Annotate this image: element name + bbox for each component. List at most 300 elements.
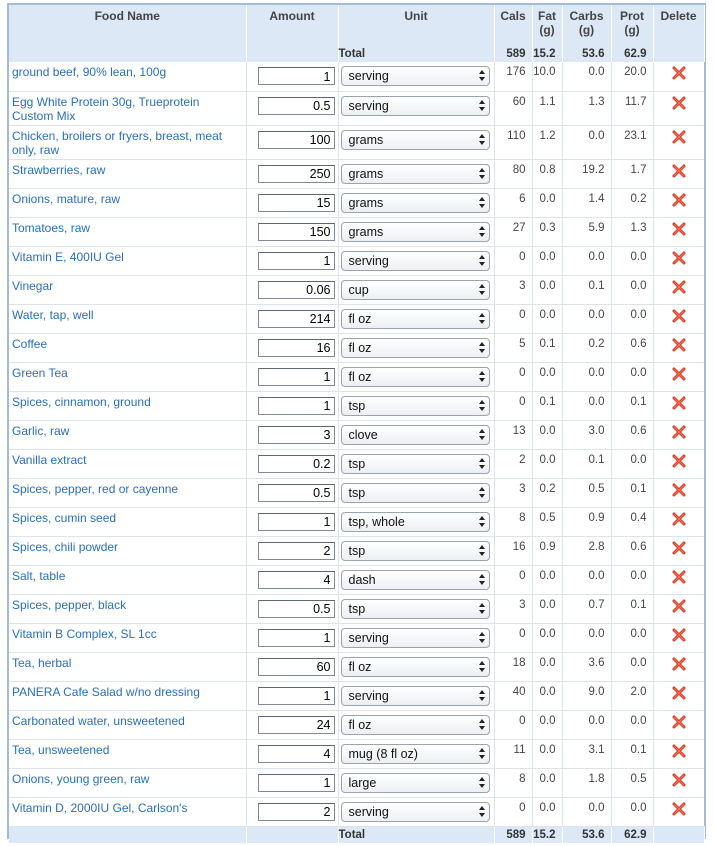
unit-select[interactable] xyxy=(341,396,490,416)
fat-value: 0.0 xyxy=(532,710,562,739)
select-arrows-icon xyxy=(479,632,485,644)
amount-input[interactable] xyxy=(258,165,335,183)
delete-x-icon[interactable] xyxy=(671,424,687,440)
prot-value: 0.4 xyxy=(611,507,653,536)
food-name-link[interactable]: Spices, pepper, red or cayenne xyxy=(9,478,246,507)
cals-value: 110 xyxy=(494,125,532,159)
delete-x-icon[interactable] xyxy=(671,65,687,81)
select-arrows-icon xyxy=(479,661,485,673)
delete-x-icon[interactable] xyxy=(671,482,687,498)
table-row xyxy=(9,420,704,449)
amount-input[interactable] xyxy=(258,658,335,676)
food-name-link[interactable]: PANERA Cafe Salad w/no dressing xyxy=(9,681,246,710)
carbs-value: 0.0 xyxy=(562,391,611,420)
fat-value: 0.0 xyxy=(532,362,562,391)
fat-value: 0.0 xyxy=(532,449,562,478)
prot-value: 0.0 xyxy=(611,652,653,681)
amount-input[interactable] xyxy=(258,339,335,357)
fat-value: 0.0 xyxy=(532,681,562,710)
table-row xyxy=(9,594,704,623)
total-carbs: 53.6 xyxy=(562,826,611,843)
delete-x-icon[interactable] xyxy=(671,685,687,701)
food-name-link[interactable]: Salt, table xyxy=(9,565,246,594)
unit-select-value: serving xyxy=(348,688,389,703)
table-row xyxy=(9,217,704,246)
delete-x-icon[interactable] xyxy=(671,279,687,295)
amount-input[interactable] xyxy=(258,571,335,589)
unit-select[interactable] xyxy=(341,802,490,822)
total-fat: 15.2 xyxy=(532,46,562,62)
food-name-link[interactable]: Vitamin B Complex, SL 1cc xyxy=(9,623,246,652)
carbs-value: 0.0 xyxy=(562,362,611,391)
table-row xyxy=(9,125,704,159)
carbs-value: 0.7 xyxy=(562,594,611,623)
unit-select-value: serving xyxy=(348,804,389,819)
unit-select-value: grams xyxy=(348,132,384,147)
table-row xyxy=(9,507,704,536)
fat-value: 0.0 xyxy=(532,768,562,797)
unit-select-value: tsp xyxy=(348,485,366,500)
unit-select[interactable] xyxy=(341,599,490,619)
total-label: Total xyxy=(338,46,494,62)
select-arrows-icon xyxy=(479,400,485,412)
table-row xyxy=(9,275,704,304)
cals-value: 0 xyxy=(494,565,532,594)
food-table xyxy=(9,5,705,843)
prot-value: 1.3 xyxy=(611,217,653,246)
cals-value: 0 xyxy=(494,797,532,826)
prot-value: 0.0 xyxy=(611,275,653,304)
amount-input[interactable] xyxy=(258,194,335,212)
fat-value: 0.0 xyxy=(532,246,562,275)
amount-input[interactable] xyxy=(258,455,335,473)
unit-select-value: cup xyxy=(348,282,369,297)
fat-value: 10.0 xyxy=(532,62,562,91)
delete-x-icon[interactable] xyxy=(671,366,687,382)
cals-value: 3 xyxy=(494,478,532,507)
fat-value: 0.0 xyxy=(532,739,562,768)
select-arrows-icon xyxy=(479,371,485,383)
select-arrows-icon xyxy=(479,342,485,354)
fat-value: 0.0 xyxy=(532,623,562,652)
unit-select-value: mug (8 fl oz) xyxy=(348,746,418,761)
cals-value: 0 xyxy=(494,710,532,739)
amount-input[interactable] xyxy=(258,803,335,821)
select-arrows-icon xyxy=(479,226,485,238)
food-name-link[interactable]: Vinegar xyxy=(9,275,246,304)
food-name-link[interactable]: Onions, mature, raw xyxy=(9,188,246,217)
table-row xyxy=(9,362,704,391)
unit-select[interactable] xyxy=(341,657,490,677)
delete-x-icon[interactable] xyxy=(671,540,687,556)
unit-select-value: grams xyxy=(348,195,384,210)
food-log-panel xyxy=(7,3,706,839)
amount-input[interactable] xyxy=(258,67,335,85)
amount-input[interactable] xyxy=(258,310,335,328)
table-row xyxy=(9,797,704,826)
select-arrows-icon xyxy=(479,458,485,470)
cals-value: 5 xyxy=(494,333,532,362)
amount-input[interactable] xyxy=(258,368,335,386)
cals-value: 2 xyxy=(494,449,532,478)
total-prot: 62.9 xyxy=(611,46,653,62)
fat-value: 0.8 xyxy=(532,159,562,188)
table-row xyxy=(9,159,704,188)
cals-value: 40 xyxy=(494,681,532,710)
fat-value: 0.0 xyxy=(532,565,562,594)
select-arrows-icon xyxy=(479,284,485,296)
food-name-link[interactable]: Tea, unsweetened xyxy=(9,739,246,768)
food-name-link[interactable]: Green Tea xyxy=(9,362,246,391)
amount-input[interactable] xyxy=(258,513,335,531)
delete-x-icon[interactable] xyxy=(671,598,687,614)
select-arrows-icon xyxy=(479,545,485,557)
carbs-value: 0.9 xyxy=(562,507,611,536)
total-carbs: 53.6 xyxy=(562,46,611,62)
carbs-value: 5.9 xyxy=(562,217,611,246)
amount-input[interactable] xyxy=(258,629,335,647)
table-row xyxy=(9,478,704,507)
carbs-value: 0.0 xyxy=(562,246,611,275)
prot-value: 23.1 xyxy=(611,125,653,159)
fat-value: 1.1 xyxy=(532,91,562,125)
food-name-link[interactable]: Spices, cumin seed xyxy=(9,507,246,536)
food-name-link[interactable]: Spices, cinnamon, ground xyxy=(9,391,246,420)
food-name-link[interactable]: Vitamin E, 400IU Gel xyxy=(9,246,246,275)
unit-select[interactable] xyxy=(341,570,490,590)
carbs-value: 1.4 xyxy=(562,188,611,217)
unit-select[interactable] xyxy=(341,773,490,793)
delete-x-icon[interactable] xyxy=(671,337,687,353)
table-row xyxy=(9,246,704,275)
carbs-value: 0.2 xyxy=(562,333,611,362)
header-delete: Delete xyxy=(653,5,704,46)
carbs-value: 19.2 xyxy=(562,159,611,188)
prot-value: 0.0 xyxy=(611,565,653,594)
amount-input[interactable] xyxy=(258,426,335,444)
amount-input[interactable] xyxy=(258,542,335,560)
select-arrows-icon xyxy=(479,70,485,82)
cals-value: 0 xyxy=(494,246,532,275)
cals-value: 3 xyxy=(494,594,532,623)
amount-input[interactable] xyxy=(258,223,335,241)
delete-x-icon[interactable] xyxy=(671,511,687,527)
cals-value: 0 xyxy=(494,304,532,333)
prot-value: 0.0 xyxy=(611,710,653,739)
food-name-link[interactable]: ground beef, 90% lean, 100g xyxy=(9,62,246,91)
table-row xyxy=(9,333,704,362)
table-row xyxy=(9,710,704,739)
select-arrows-icon xyxy=(479,134,485,146)
table-row xyxy=(9,536,704,565)
prot-value: 11.7 xyxy=(611,91,653,125)
select-arrows-icon xyxy=(479,168,485,180)
unit-select-value: fl oz xyxy=(348,311,372,326)
carbs-value: 3.0 xyxy=(562,420,611,449)
table-row xyxy=(9,449,704,478)
amount-input[interactable] xyxy=(258,281,335,299)
delete-x-icon[interactable] xyxy=(671,129,687,145)
cals-value: 18 xyxy=(494,652,532,681)
table-row xyxy=(9,652,704,681)
unit-select-value: large xyxy=(348,775,377,790)
total-cals: 589 xyxy=(494,46,532,62)
unit-select[interactable] xyxy=(341,715,490,735)
unit-select[interactable] xyxy=(341,164,490,184)
prot-value: 0.0 xyxy=(611,362,653,391)
prot-value: 0.6 xyxy=(611,536,653,565)
select-arrows-icon xyxy=(479,429,485,441)
food-name-link[interactable]: Garlic, raw xyxy=(9,420,246,449)
unit-select-value: serving xyxy=(348,253,389,268)
unit-select[interactable] xyxy=(341,338,490,358)
header-row xyxy=(9,5,704,46)
delete-x-icon[interactable] xyxy=(671,656,687,672)
cals-value: 60 xyxy=(494,91,532,125)
unit-select[interactable] xyxy=(341,309,490,329)
unit-select[interactable] xyxy=(341,130,490,150)
unit-select[interactable] xyxy=(341,628,490,648)
unit-select[interactable] xyxy=(341,96,490,116)
unit-select[interactable] xyxy=(341,541,490,561)
amount-input[interactable] xyxy=(258,687,335,705)
cals-value: 3 xyxy=(494,275,532,304)
unit-select-value: grams xyxy=(348,166,384,181)
prot-value: 0.0 xyxy=(611,797,653,826)
fat-value: 0.3 xyxy=(532,217,562,246)
food-name-link[interactable]: Strawberries, raw xyxy=(9,159,246,188)
carbs-value: 0.0 xyxy=(562,710,611,739)
unit-select-value: clove xyxy=(348,427,378,442)
carbs-value: 0.0 xyxy=(562,623,611,652)
unit-select-value: serving xyxy=(348,69,389,83)
header-cals: Cals xyxy=(494,5,532,46)
total-cals: 589 xyxy=(494,826,532,843)
unit-select[interactable] xyxy=(341,222,490,242)
cals-value: 13 xyxy=(494,420,532,449)
select-arrows-icon xyxy=(479,690,485,702)
table-row xyxy=(9,391,704,420)
table-row xyxy=(9,681,704,710)
table-row xyxy=(9,62,704,91)
fat-value: 0.0 xyxy=(532,797,562,826)
food-name-link[interactable]: Vanilla extract xyxy=(9,449,246,478)
unit-select[interactable] xyxy=(341,454,490,474)
prot-value: 0.6 xyxy=(611,420,653,449)
food-name-link[interactable]: Spices, pepper, black xyxy=(9,594,246,623)
select-arrows-icon xyxy=(479,516,485,528)
food-name-link[interactable]: Water, tap, well xyxy=(9,304,246,333)
select-arrows-icon xyxy=(479,313,485,325)
delete-x-icon[interactable] xyxy=(671,221,687,237)
food-name-link[interactable]: Vitamin D, 2000IU Gel, Carlson's xyxy=(9,797,246,826)
prot-value: 0.6 xyxy=(611,333,653,362)
prot-value: 0.0 xyxy=(611,449,653,478)
select-arrows-icon xyxy=(479,719,485,731)
unit-select[interactable] xyxy=(341,193,490,213)
amount-input[interactable] xyxy=(258,745,335,763)
table-row xyxy=(9,623,704,652)
unit-select[interactable] xyxy=(341,425,490,445)
carbs-value: 0.0 xyxy=(562,62,611,91)
carbs-value: 0.0 xyxy=(562,125,611,159)
delete-x-icon[interactable] xyxy=(671,569,687,585)
select-arrows-icon xyxy=(479,748,485,760)
amount-input[interactable] xyxy=(258,97,335,115)
fat-value: 0.0 xyxy=(532,304,562,333)
cals-value: 6 xyxy=(494,188,532,217)
prot-value: 0.1 xyxy=(611,739,653,768)
fat-value: 0.1 xyxy=(532,391,562,420)
delete-x-icon[interactable] xyxy=(671,801,687,817)
prot-value: 20.0 xyxy=(611,62,653,91)
carbs-value: 0.0 xyxy=(562,797,611,826)
select-arrows-icon xyxy=(479,777,485,789)
total-row-bottom xyxy=(9,826,704,843)
total-row-top xyxy=(9,46,704,62)
select-arrows-icon xyxy=(479,603,485,615)
food-name-link[interactable]: Coffee xyxy=(9,333,246,362)
delete-x-icon[interactable] xyxy=(671,192,687,208)
food-name-link[interactable]: Tomatoes, raw xyxy=(9,217,246,246)
prot-value: 0.0 xyxy=(611,304,653,333)
amount-input[interactable] xyxy=(258,716,335,734)
fat-value: 0.1 xyxy=(532,333,562,362)
unit-select[interactable] xyxy=(341,686,490,706)
fat-value: 1.2 xyxy=(532,125,562,159)
cals-value: 176 xyxy=(494,62,532,91)
unit-select[interactable] xyxy=(341,66,490,86)
cals-value: 8 xyxy=(494,507,532,536)
unit-select-value: serving xyxy=(348,630,389,645)
cals-value: 8 xyxy=(494,768,532,797)
select-arrows-icon xyxy=(479,255,485,267)
cals-value: 27 xyxy=(494,217,532,246)
prot-value: 0.2 xyxy=(611,188,653,217)
select-arrows-icon xyxy=(479,100,485,112)
food-name-link[interactable]: Tea, herbal xyxy=(9,652,246,681)
delete-x-icon[interactable] xyxy=(671,772,687,788)
carbs-value: 1.3 xyxy=(562,91,611,125)
amount-input[interactable] xyxy=(258,600,335,618)
table-row xyxy=(9,565,704,594)
carbs-value: 1.8 xyxy=(562,768,611,797)
delete-x-icon[interactable] xyxy=(671,453,687,469)
header-unit: Unit xyxy=(338,5,494,46)
food-name-link[interactable]: Carbonated water, unsweetened xyxy=(9,710,246,739)
delete-x-icon[interactable] xyxy=(671,95,687,111)
unit-select[interactable] xyxy=(341,744,490,764)
table-row xyxy=(9,739,704,768)
unit-select[interactable] xyxy=(341,367,490,387)
unit-select-value: grams xyxy=(348,224,384,239)
amount-input[interactable] xyxy=(258,131,335,149)
cals-value: 16 xyxy=(494,536,532,565)
delete-x-icon[interactable] xyxy=(671,743,687,759)
header-fat: Fat (g) xyxy=(532,5,562,46)
carbs-value: 2.8 xyxy=(562,536,611,565)
cals-value: 80 xyxy=(494,159,532,188)
fat-value: 0.0 xyxy=(532,188,562,217)
total-label: Total xyxy=(338,826,494,843)
unit-select-value: fl oz xyxy=(348,340,372,355)
header-prot: Prot (g) xyxy=(611,5,653,46)
fat-value: 0.0 xyxy=(532,594,562,623)
prot-value: 0.1 xyxy=(611,391,653,420)
carbs-value: 3.1 xyxy=(562,739,611,768)
cals-value: 11 xyxy=(494,739,532,768)
header-food-name: Food Name xyxy=(9,5,246,46)
amount-input[interactable] xyxy=(258,774,335,792)
cals-value: 0 xyxy=(494,362,532,391)
delete-x-icon[interactable] xyxy=(671,714,687,730)
select-arrows-icon xyxy=(479,806,485,818)
food-rows xyxy=(9,62,704,826)
fat-value: 0.2 xyxy=(532,478,562,507)
delete-x-icon[interactable] xyxy=(671,395,687,411)
delete-x-icon[interactable] xyxy=(671,627,687,643)
food-name-link[interactable]: Chicken, broilers or fryers, breast, meat only, raw xyxy=(9,125,246,159)
fat-value: 0.9 xyxy=(532,536,562,565)
header-amount: Amount xyxy=(246,5,338,46)
unit-select-value: tsp xyxy=(348,601,366,616)
delete-x-icon[interactable] xyxy=(671,308,687,324)
header-carbs: Carbs (g) xyxy=(562,5,611,46)
food-name-link[interactable]: Spices, chili powder xyxy=(9,536,246,565)
delete-x-icon[interactable] xyxy=(671,163,687,179)
total-fat: 15.2 xyxy=(532,826,562,843)
unit-select[interactable] xyxy=(341,251,490,271)
amount-input[interactable] xyxy=(258,252,335,270)
total-prot: 62.9 xyxy=(611,826,653,843)
table-row xyxy=(9,768,704,797)
prot-value: 1.7 xyxy=(611,159,653,188)
fat-value: 0.5 xyxy=(532,507,562,536)
unit-select[interactable] xyxy=(341,512,490,532)
food-name-link[interactable]: Egg White Protein 30g, Trueprotein Custom Mix xyxy=(9,91,246,125)
amount-input[interactable] xyxy=(258,484,335,502)
amount-input[interactable] xyxy=(258,397,335,415)
fat-value: 0.0 xyxy=(532,652,562,681)
select-arrows-icon xyxy=(479,197,485,209)
unit-select-value: serving xyxy=(348,98,389,113)
carbs-value: 0.0 xyxy=(562,565,611,594)
carbs-value: 0.5 xyxy=(562,478,611,507)
select-arrows-icon xyxy=(479,487,485,499)
fat-value: 0.0 xyxy=(532,275,562,304)
carbs-value: 3.6 xyxy=(562,652,611,681)
prot-value: 0.1 xyxy=(611,594,653,623)
cals-value: 0 xyxy=(494,391,532,420)
prot-value: 0.0 xyxy=(611,623,653,652)
unit-select-value: tsp xyxy=(348,543,366,558)
unit-select[interactable] xyxy=(341,280,490,300)
unit-select-value: fl oz xyxy=(348,369,372,384)
unit-select-value: fl oz xyxy=(348,717,372,732)
food-name-link[interactable]: Onions, young green, raw xyxy=(9,768,246,797)
delete-x-icon[interactable] xyxy=(671,250,687,266)
prot-value: 0.5 xyxy=(611,768,653,797)
carbs-value: 0.1 xyxy=(562,449,611,478)
prot-value: 0.1 xyxy=(611,478,653,507)
unit-select-value: fl oz xyxy=(348,659,372,674)
cals-value: 0 xyxy=(494,623,532,652)
carbs-value: 0.1 xyxy=(562,275,611,304)
carbs-value: 9.0 xyxy=(562,681,611,710)
table-row xyxy=(9,91,704,125)
unit-select-value: tsp, whole xyxy=(348,514,405,529)
unit-select[interactable] xyxy=(341,483,490,503)
